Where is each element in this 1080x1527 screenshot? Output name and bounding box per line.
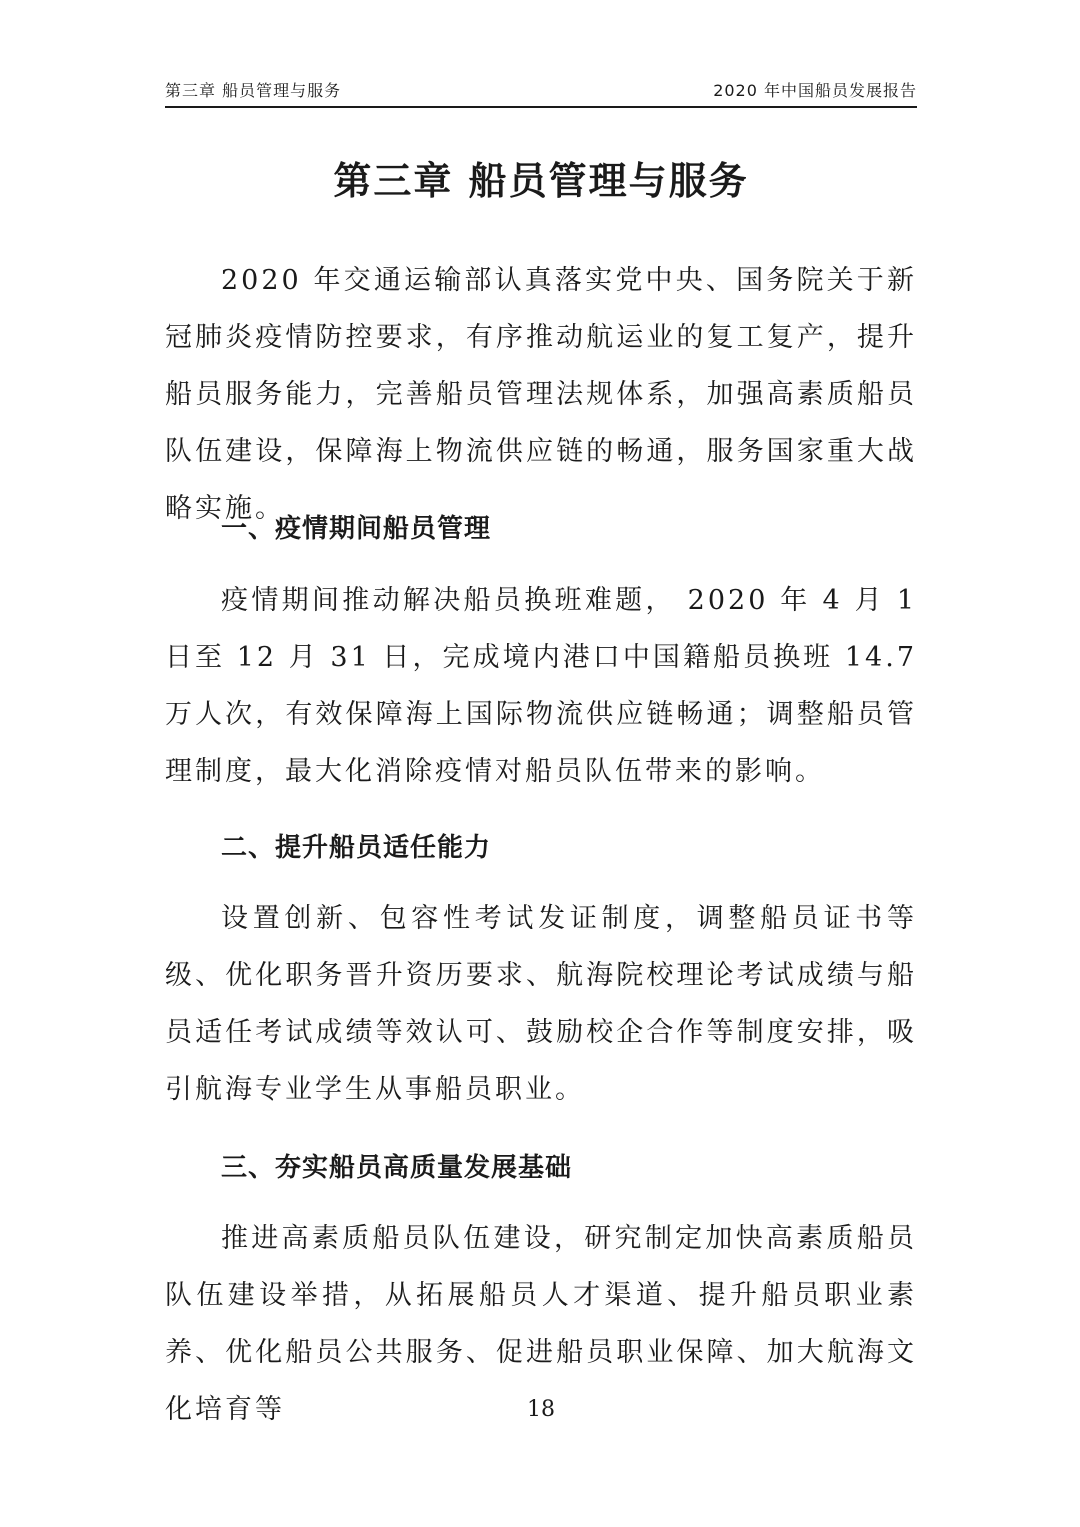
section-body-2: 设置创新、包容性考试发证制度，调整船员证书等级、优化职务晋升资历要求、航海院校理论考试成绩与船员适任考试成绩等效认可、鼓励校企合作等制度安排，吸引航海专业学生从事船员职业。: [165, 903, 917, 1105]
section-heading-2: 二、提升船员适任能力: [221, 833, 492, 863]
running-header: [165, 76, 917, 108]
header-report-title: 2020 年中国船员发展报告: [713, 81, 917, 100]
section-heading-3: 三、夯实船员高质量发展基础: [221, 1153, 573, 1183]
chapter-title: 第三章 船员管理与服务: [333, 159, 749, 203]
intro-paragraph: 2020 年交通运输部认真落实党中央、国务院关于新冠肺炎疫情防控要求，有序推动航运业的复工复产，提升船员服务能力，完善船员管理法规体系，加强高素质船员队伍建设，保障海上物流供应链的畅通，服务国家重大战略实施。: [165, 265, 917, 524]
section-heading-1: 一、疫情期间船员管理: [221, 514, 492, 544]
header-chapter: 第三章 船员管理与服务: [165, 81, 342, 100]
section-body-1: 疫情期间推动解决船员换班难题， 2020 年 4 月 1 日至 12 月 31 日，完成境内港口中国籍船员换班 14.7 万人次，有效保障海上国际物流供应链畅通；调整船员管理制度，最大化消除疫情对船员队伍带来的影响。: [165, 585, 917, 787]
page-number: 18: [527, 1397, 555, 1422]
section-body-3: 推进高素质船员队伍建设，研究制定加快高素质船员队伍建设举措，从拓展船员人才渠道、提升船员职业素养、优化船员公共服务、促进船员职业保障、加大航海文化培育等: [165, 1223, 917, 1425]
